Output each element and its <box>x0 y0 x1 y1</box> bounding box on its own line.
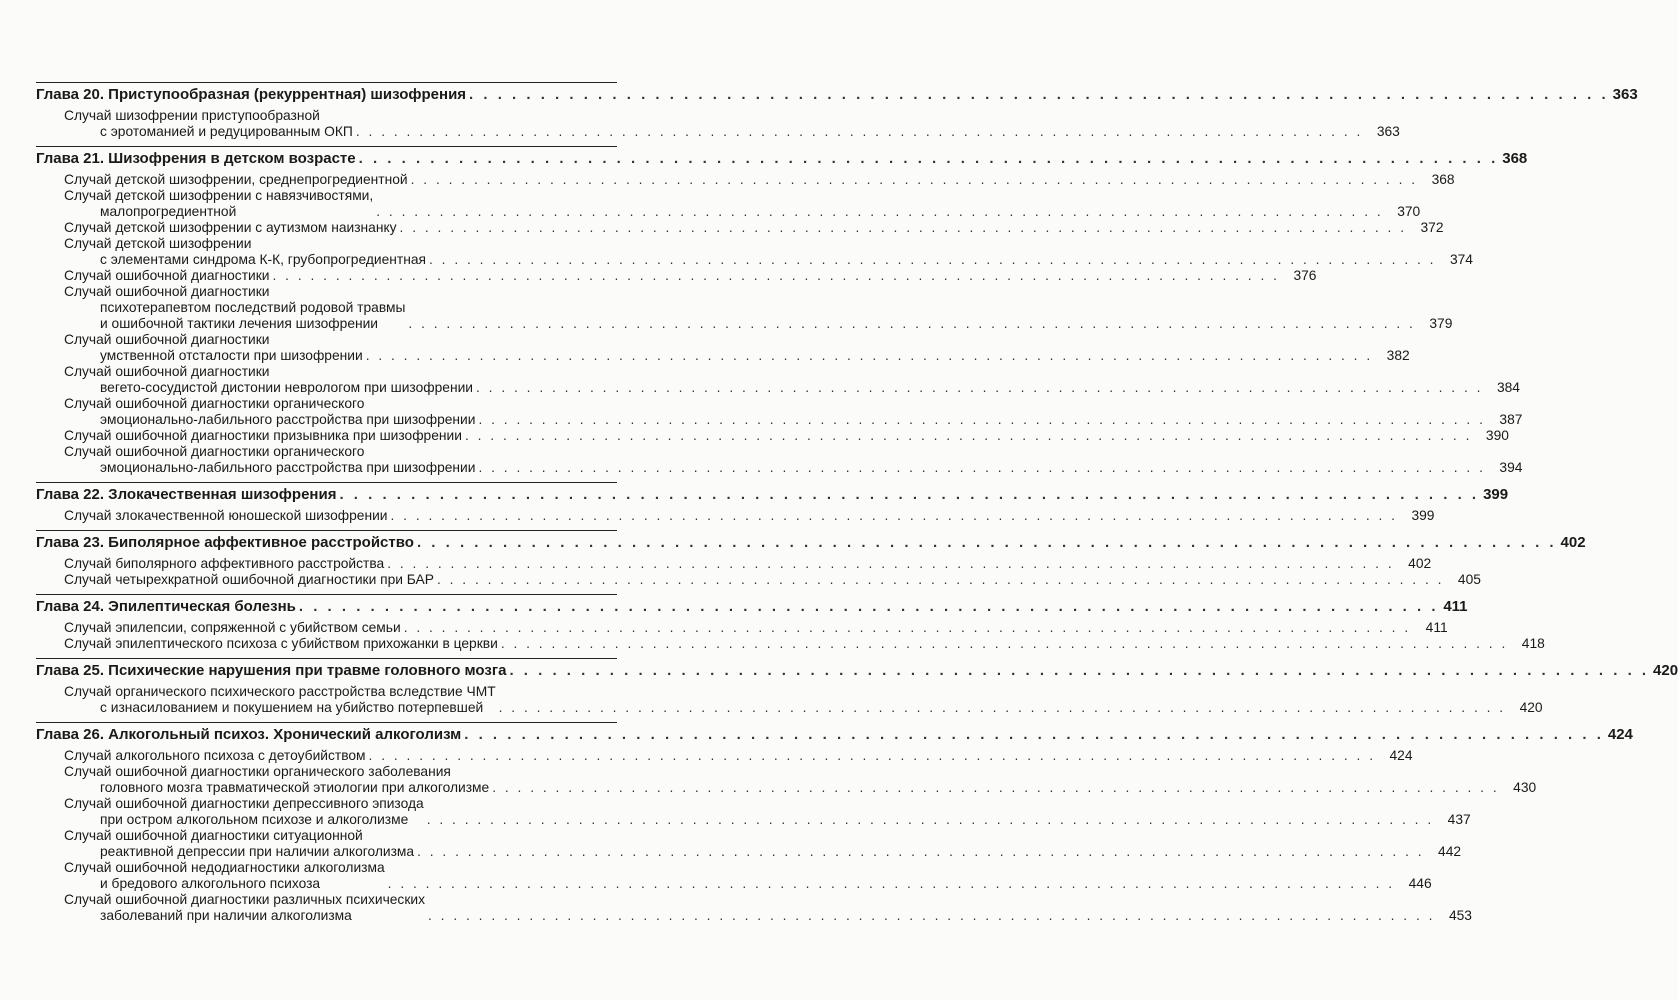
toc-entry[interactable] <box>36 620 1448 636</box>
entry-title-line: Случай ошибочной диагностики различных психических <box>64 892 425 907</box>
entry-page-number: 376 <box>1293 268 1317 283</box>
entry-title-line: психотерапевтом последствий родовой травмы <box>100 300 406 315</box>
chapter-heading[interactable] <box>36 726 1633 744</box>
entry-title <box>64 860 385 892</box>
chapter-title: Глава 23. Биполярное аффективное расстройство <box>36 534 414 551</box>
entry-title-line: Случай эпилептического психоза с убийством прихожанки в церкви <box>64 636 498 651</box>
entry-page-number: 405 <box>1457 572 1481 587</box>
dot-leader: . . . . . . . . . . . . . . . . . . . . . . . . . . . . . . . . . . . . . . . . . . . . . . . . . . . . . . . . . . . . . . . . . . . . . . . . . . . . . . . . <box>427 908 1435 923</box>
entry-title <box>64 684 496 716</box>
entry-title-line: Случай органического психического расстройства вследствие ЧМТ <box>64 684 496 699</box>
entry-title-line: Случай ошибочной диагностики ситуационной <box>64 828 363 843</box>
entry-title <box>64 236 426 268</box>
toc-entry[interactable] <box>36 684 1543 716</box>
chapter-heading[interactable] <box>36 486 1509 504</box>
chapter-page-number: 368 <box>1502 150 1528 167</box>
entry-title-line: реактивной депрессии при наличии алкоголизма <box>100 844 415 859</box>
entry-page-number: 368 <box>1431 172 1455 187</box>
entry-title-line: при остром алкогольном психозе и алкоголизме <box>100 812 409 827</box>
entry-title-line: Случай ошибочной недодиагностики алкоголизма <box>64 860 385 875</box>
entry-title <box>64 764 489 796</box>
entry-page-number: 363 <box>1376 124 1400 139</box>
entry-title-line: головного мозга травматической этиологии при алкоголизме <box>100 780 490 795</box>
chapter-section <box>36 722 1633 930</box>
entry-page-number: 437 <box>1447 812 1471 827</box>
entry-title <box>64 396 475 428</box>
toc-entry[interactable] <box>36 236 1473 268</box>
entry-title-line: Случай детской шизофрении <box>64 236 252 251</box>
entry-title <box>64 636 498 652</box>
dot-leader: . . . . . . . . . . . . . . . . . . . . . . . . . . . . . . . . . . . . . . . . . . . . . . . . . . . . . . . . . . . . . . . . . . . . . . . . . . . . . . . . <box>358 150 1499 167</box>
entry-title <box>64 508 388 524</box>
chapter-section <box>36 594 1545 658</box>
toc-entry[interactable] <box>36 332 1410 364</box>
entry-title-line: Случай ошибочной диагностики депрессивного эпизода <box>64 796 424 811</box>
dot-leader: . . . . . . . . . . . . . . . . . . . . . . . . . . . . . . . . . . . . . . . . . . . . . . . . . . . . . . . . . . . . . . . . . . . . . . . . . . . . . . . . <box>429 252 1436 267</box>
dot-leader: . . . . . . . . . . . . . . . . . . . . . . . . . . . . . . . . . . . . . . . . . . . . . . . . . . . . . . . . . . . . . . . . . . . . . . . . . . . . . . . . <box>390 508 1398 523</box>
entry-title <box>64 796 424 828</box>
entry-title-line: эмоционально-лабильного расстройства при шизофрении <box>100 412 476 427</box>
entry-page-number: 372 <box>1420 220 1444 235</box>
toc-entry[interactable] <box>36 396 1523 428</box>
chapter-heading[interactable] <box>36 534 1586 552</box>
entry-title <box>64 828 414 860</box>
entry-page-number: 446 <box>1408 876 1432 891</box>
entry-title <box>64 364 473 396</box>
entry-title-line: Случай ошибочной диагностики <box>64 364 270 379</box>
dot-leader: . . . . . . . . . . . . . . . . . . . . . . . . . . . . . . . . . . . . . . . . . . . . . . . . . . . . . . . . . . . . . . . . . . . . . . . . . . . . . . . . <box>417 844 1425 859</box>
dot-leader: . . . . . . . . . . . . . . . . . . . . . . . . . . . . . . . . . . . . . . . . . . . . . . . . . . . . . . . . . . . . . . . . . . . . . . . . . . . . . . . . <box>426 812 1434 827</box>
entry-title-line: Случай биполярного аффективного расстройства <box>64 556 385 571</box>
entry-title <box>64 748 366 764</box>
dot-leader: . . . . . . . . . . . . . . . . . . . . . . . . . . . . . . . . . . . . . . . . . . . . . . . . . . . . . . . . . . . . . . . . . . . . . . . . . . . . . . . . <box>416 534 1557 551</box>
chapter-page-number: 402 <box>1560 534 1586 551</box>
dot-leader: . . . . . . . . . . . . . . . . . . . . . . . . . . . . . . . . . . . . . . . . . . . . . . . . . . . . . . . . . . . . . . . . . . . . . . . . . . . . . . . . <box>355 124 1363 139</box>
chapter-heading[interactable] <box>36 150 1528 168</box>
dot-leader: . . . . . . . . . . . . . . . . . . . . . . . . . . . . . . . . . . . . . . . . . . . . . . . . . . . . . . . . . . . . . . . . . . . . . . . . . . . . . . . . <box>410 172 1418 187</box>
entry-page-number: 390 <box>1485 428 1509 443</box>
entry-page-number: 370 <box>1397 204 1421 219</box>
dot-leader: . . . . . . . . . . . . . . . . . . . . . . . . . . . . . . . . . . . . . . . . . . . . . . . . . . . . . . . . . . . . . . . . . . . . . . . . . . . . . . . . <box>464 428 1472 443</box>
entry-title-line: Случай алкогольного психоза с детоубийством <box>64 748 366 763</box>
chapter-page-number: 420 <box>1653 662 1678 679</box>
entry-title <box>64 220 397 236</box>
entry-title-line: Случай злокачественной юношеской шизофрении <box>64 508 388 523</box>
entry-title-line: Случай ошибочной диагностики органического <box>64 396 365 411</box>
entry-title <box>64 556 384 572</box>
chapter-title: Глава 21. Шизофрения в детском возрасте <box>36 150 356 167</box>
chapter-heading[interactable] <box>36 662 1678 680</box>
chapter-section <box>36 530 1586 594</box>
entry-page-number: 418 <box>1521 636 1545 651</box>
entry-page-number: 411 <box>1425 620 1448 635</box>
entry-title-line: Случай ошибочной диагностики <box>64 268 270 283</box>
dot-leader: . . . . . . . . . . . . . . . . . . . . . . . . . . . . . . . . . . . . . . . . . . . . . . . . . . . . . . . . . . . . . . . . . . . . . . . . . . . . . . . . <box>478 412 1486 427</box>
dot-leader: . . . . . . . . . . . . . . . . . . . . . . . . . . . . . . . . . . . . . . . . . . . . . . . . . . . . . . . . . . . . . . . . . . . . . . . . . . . . . . . . <box>492 780 1500 795</box>
entry-title-line: умственной отсталости при шизофрении <box>100 348 363 363</box>
entry-page-number: 442 <box>1438 844 1462 859</box>
toc-entry[interactable] <box>36 364 1520 396</box>
toc-entry[interactable] <box>36 892 1472 924</box>
chapter-title: Глава 22. Злокачественная шизофрения <box>36 486 337 503</box>
chapter-section <box>36 482 1509 530</box>
dot-leader: . . . . . . . . . . . . . . . . . . . . . . . . . . . . . . . . . . . . . . . . . . . . . . . . . . . . . . . . . . . . . . . . . . . . . . . . . . . . . . . . <box>368 748 1376 763</box>
entry-title <box>64 332 363 364</box>
entry-page-number: 453 <box>1448 908 1472 923</box>
toc-entry[interactable] <box>36 220 1444 236</box>
dot-leader: . . . . . . . . . . . . . . . . . . . . . . . . . . . . . . . . . . . . . . . . . . . . . . . . . . . . . . . . . . . . . . . . . . . . . . . . . . . . . . . . <box>298 598 1439 615</box>
entry-title-line: Случай шизофрении приступообразной <box>64 108 320 123</box>
dot-leader: . . . . . . . . . . . . . . . . . . . . . . . . . . . . . . . . . . . . . . . . . . . . . . . . . . . . . . . . . . . . . . . . . . . . . . . . . . . . . . . . <box>272 268 1280 283</box>
toc-entry[interactable] <box>36 748 1413 764</box>
entry-title-line: с элементами синдрома К-К, грубопрогредиентная <box>100 252 426 267</box>
entry-page-number: 394 <box>1499 460 1523 475</box>
entry-page-number: 387 <box>1499 412 1523 427</box>
entry-title-line: Случай детской шизофрении с навязчивостями, <box>64 188 374 203</box>
entry-title-line: Случай ошибочной диагностики органического <box>64 444 365 459</box>
dot-leader: . . . . . . . . . . . . . . . . . . . . . . . . . . . . . . . . . . . . . . . . . . . . . . . . . . . . . . . . . . . . . . . . . . . . . . . . . . . . . . . . <box>339 486 1480 503</box>
entry-page-number: 424 <box>1389 748 1413 763</box>
dot-leader: . . . . . . . . . . . . . . . . . . . . . . . . . . . . . . . . . . . . . . . . . . . . . . . . . . . . . . . . . . . . . . . . . . . . . . . . . . . . . . . . <box>376 204 1384 219</box>
entry-title-line: Случай эпилепсии, сопряженной с убийством семьи <box>64 620 401 635</box>
entry-title-line: Случай ошибочной диагностики <box>64 332 270 347</box>
dot-leader: . . . . . . . . . . . . . . . . . . . . . . . . . . . . . . . . . . . . . . . . . . . . . . . . . . . . . . . . . . . . . . . . . . . . . . . . . . . . . . . . <box>387 876 1395 891</box>
chapter-section <box>36 658 1678 722</box>
chapter-title: Глава 24. Эпилептическая болезнь <box>36 598 296 615</box>
chapter-page-number: 363 <box>1612 86 1638 103</box>
entry-title <box>64 172 408 188</box>
entry-title <box>64 108 353 140</box>
entry-page-number: 382 <box>1386 348 1410 363</box>
entry-title-line: Случай ошибочной диагностики органического заболевания <box>64 764 451 779</box>
toc-entry[interactable] <box>36 284 1453 332</box>
entry-title-line: вегето-сосудистой дистонии неврологом при шизофрении <box>100 380 473 395</box>
dot-leader: . . . . . . . . . . . . . . . . . . . . . . . . . . . . . . . . . . . . . . . . . . . . . . . . . . . . . . . . . . . . . . . . . . . . . . . . . . . . . . . . <box>408 316 1416 331</box>
chapter-page-number: 411 <box>1443 598 1468 615</box>
toc-entry[interactable] <box>36 508 1435 524</box>
entry-page-number: 384 <box>1496 380 1520 395</box>
chapter-page-number: 424 <box>1607 726 1633 743</box>
dot-leader: . . . . . . . . . . . . . . . . . . . . . . . . . . . . . . . . . . . . . . . . . . . . . . . . . . . . . . . . . . . . . . . . . . . . . . . . . . . . . . . . <box>399 220 1407 235</box>
toc-entry[interactable] <box>36 188 1421 220</box>
toc-entry[interactable] <box>36 636 1545 652</box>
toc-entry[interactable] <box>36 556 1432 572</box>
entry-title <box>64 892 425 924</box>
toc-entry[interactable] <box>36 268 1317 284</box>
chapter-title: Глава 25. Психические нарушения при травме головного мозга <box>36 662 507 679</box>
entry-title <box>64 188 373 220</box>
entry-page-number: 430 <box>1513 780 1537 795</box>
entry-page-number: 420 <box>1519 700 1543 715</box>
dot-leader: . . . . . . . . . . . . . . . . . . . . . . . . . . . . . . . . . . . . . . . . . . . . . . . . . . . . . . . . . . . . . . . . . . . . . . . . . . . . . . . . <box>498 700 1506 715</box>
toc-entry[interactable] <box>36 828 1462 860</box>
dot-leader: . . . . . . . . . . . . . . . . . . . . . . . . . . . . . . . . . . . . . . . . . . . . . . . . . . . . . . . . . . . . . . . . . . . . . . . . . . . . . . . . <box>436 572 1444 587</box>
entry-title-line: малопрогредиентной <box>100 204 237 219</box>
entry-title <box>64 444 475 476</box>
dot-leader: . . . . . . . . . . . . . . . . . . . . . . . . . . . . . . . . . . . . . . . . . . . . . . . . . . . . . . . . . . . . . . . . . . . . . . . . . . . . . . . . <box>387 556 1395 571</box>
entry-page-number: 379 <box>1429 316 1453 331</box>
entry-title-line: с изнасилованием и покушением на убийство потерпевшей <box>100 700 484 715</box>
chapter-heading[interactable] <box>36 86 1638 104</box>
entry-title <box>64 428 462 444</box>
entry-title-line: Случай ошибочной диагностики <box>64 284 270 299</box>
dot-leader: . . . . . . . . . . . . . . . . . . . . . . . . . . . . . . . . . . . . . . . . . . . . . . . . . . . . . . . . . . . . . . . . . . . . . . . . . . . . . . . . <box>478 460 1486 475</box>
chapter-page-number: 399 <box>1483 486 1509 503</box>
dot-leader: . . . . . . . . . . . . . . . . . . . . . . . . . . . . . . . . . . . . . . . . . . . . . . . . . . . . . . . . . . . . . . . . . . . . . . . . . . . . . . . . <box>500 636 1508 651</box>
toc-entry[interactable] <box>36 796 1471 828</box>
entry-page-number: 374 <box>1449 252 1473 267</box>
chapter-title: Глава 20. Приступообразная (рекуррентная) шизофрения <box>36 86 467 103</box>
dot-leader: . . . . . . . . . . . . . . . . . . . . . . . . . . . . . . . . . . . . . . . . . . . . . . . . . . . . . . . . . . . . . . . . . . . . . . . . . . . . . . . . <box>464 726 1604 743</box>
table-of-contents <box>36 82 1678 930</box>
entry-title <box>64 572 434 588</box>
chapter-title: Глава 26. Алкогольный психоз. Хронический алкоголизм <box>36 726 462 743</box>
entry-title-line: заболеваний при наличии алкоголизма <box>100 908 352 923</box>
toc-entry[interactable] <box>36 108 1400 140</box>
entry-title-line: Случай четырехкратной ошибочной диагностики при БАР <box>64 572 434 587</box>
toc-entry[interactable] <box>36 172 1455 188</box>
toc-entry[interactable] <box>36 764 1537 796</box>
entry-title-line: и ошибочной тактики лечения шизофрении <box>100 316 379 331</box>
entry-title-line: и бредового алкогольного психоза <box>100 876 321 891</box>
entry-title-line: Случай детской шизофрении с аутизмом наизнанку <box>64 220 397 235</box>
chapter-section <box>36 82 1638 146</box>
entry-title <box>64 268 269 284</box>
dot-leader: . . . . . . . . . . . . . . . . . . . . . . . . . . . . . . . . . . . . . . . . . . . . . . . . . . . . . . . . . . . . . . . . . . . . . . . . . . . . . . . . <box>509 662 1650 679</box>
entry-title-line: эмоционально-лабильного расстройства при шизофрении <box>100 460 476 475</box>
chapter-heading[interactable] <box>36 598 1468 616</box>
toc-entry[interactable] <box>36 428 1509 444</box>
entry-title <box>64 620 401 636</box>
chapter-section <box>36 146 1528 482</box>
entry-title <box>64 284 405 332</box>
toc-entry[interactable] <box>36 860 1432 892</box>
dot-leader: . . . . . . . . . . . . . . . . . . . . . . . . . . . . . . . . . . . . . . . . . . . . . . . . . . . . . . . . . . . . . . . . . . . . . . . . . . . . . . . . <box>365 348 1373 363</box>
toc-entry[interactable] <box>36 444 1523 476</box>
entry-title-line: с эротоманией и редуцированным ОКП <box>100 124 353 139</box>
toc-entry[interactable] <box>36 572 1481 588</box>
dot-leader: . . . . . . . . . . . . . . . . . . . . . . . . . . . . . . . . . . . . . . . . . . . . . . . . . . . . . . . . . . . . . . . . . . . . . . . . . . . . . . . . <box>469 86 1609 103</box>
dot-leader: . . . . . . . . . . . . . . . . . . . . . . . . . . . . . . . . . . . . . . . . . . . . . . . . . . . . . . . . . . . . . . . . . . . . . . . . . . . . . . . . <box>403 620 1411 635</box>
dot-leader: . . . . . . . . . . . . . . . . . . . . . . . . . . . . . . . . . . . . . . . . . . . . . . . . . . . . . . . . . . . . . . . . . . . . . . . . . . . . . . . . <box>475 380 1483 395</box>
entry-page-number: 399 <box>1411 508 1435 523</box>
entry-page-number: 402 <box>1408 556 1432 571</box>
entry-title-line: Случай детской шизофрении, среднепрогредиентной <box>64 172 408 187</box>
entry-title-line: Случай ошибочной диагностики призывника при шизофрении <box>64 428 462 443</box>
